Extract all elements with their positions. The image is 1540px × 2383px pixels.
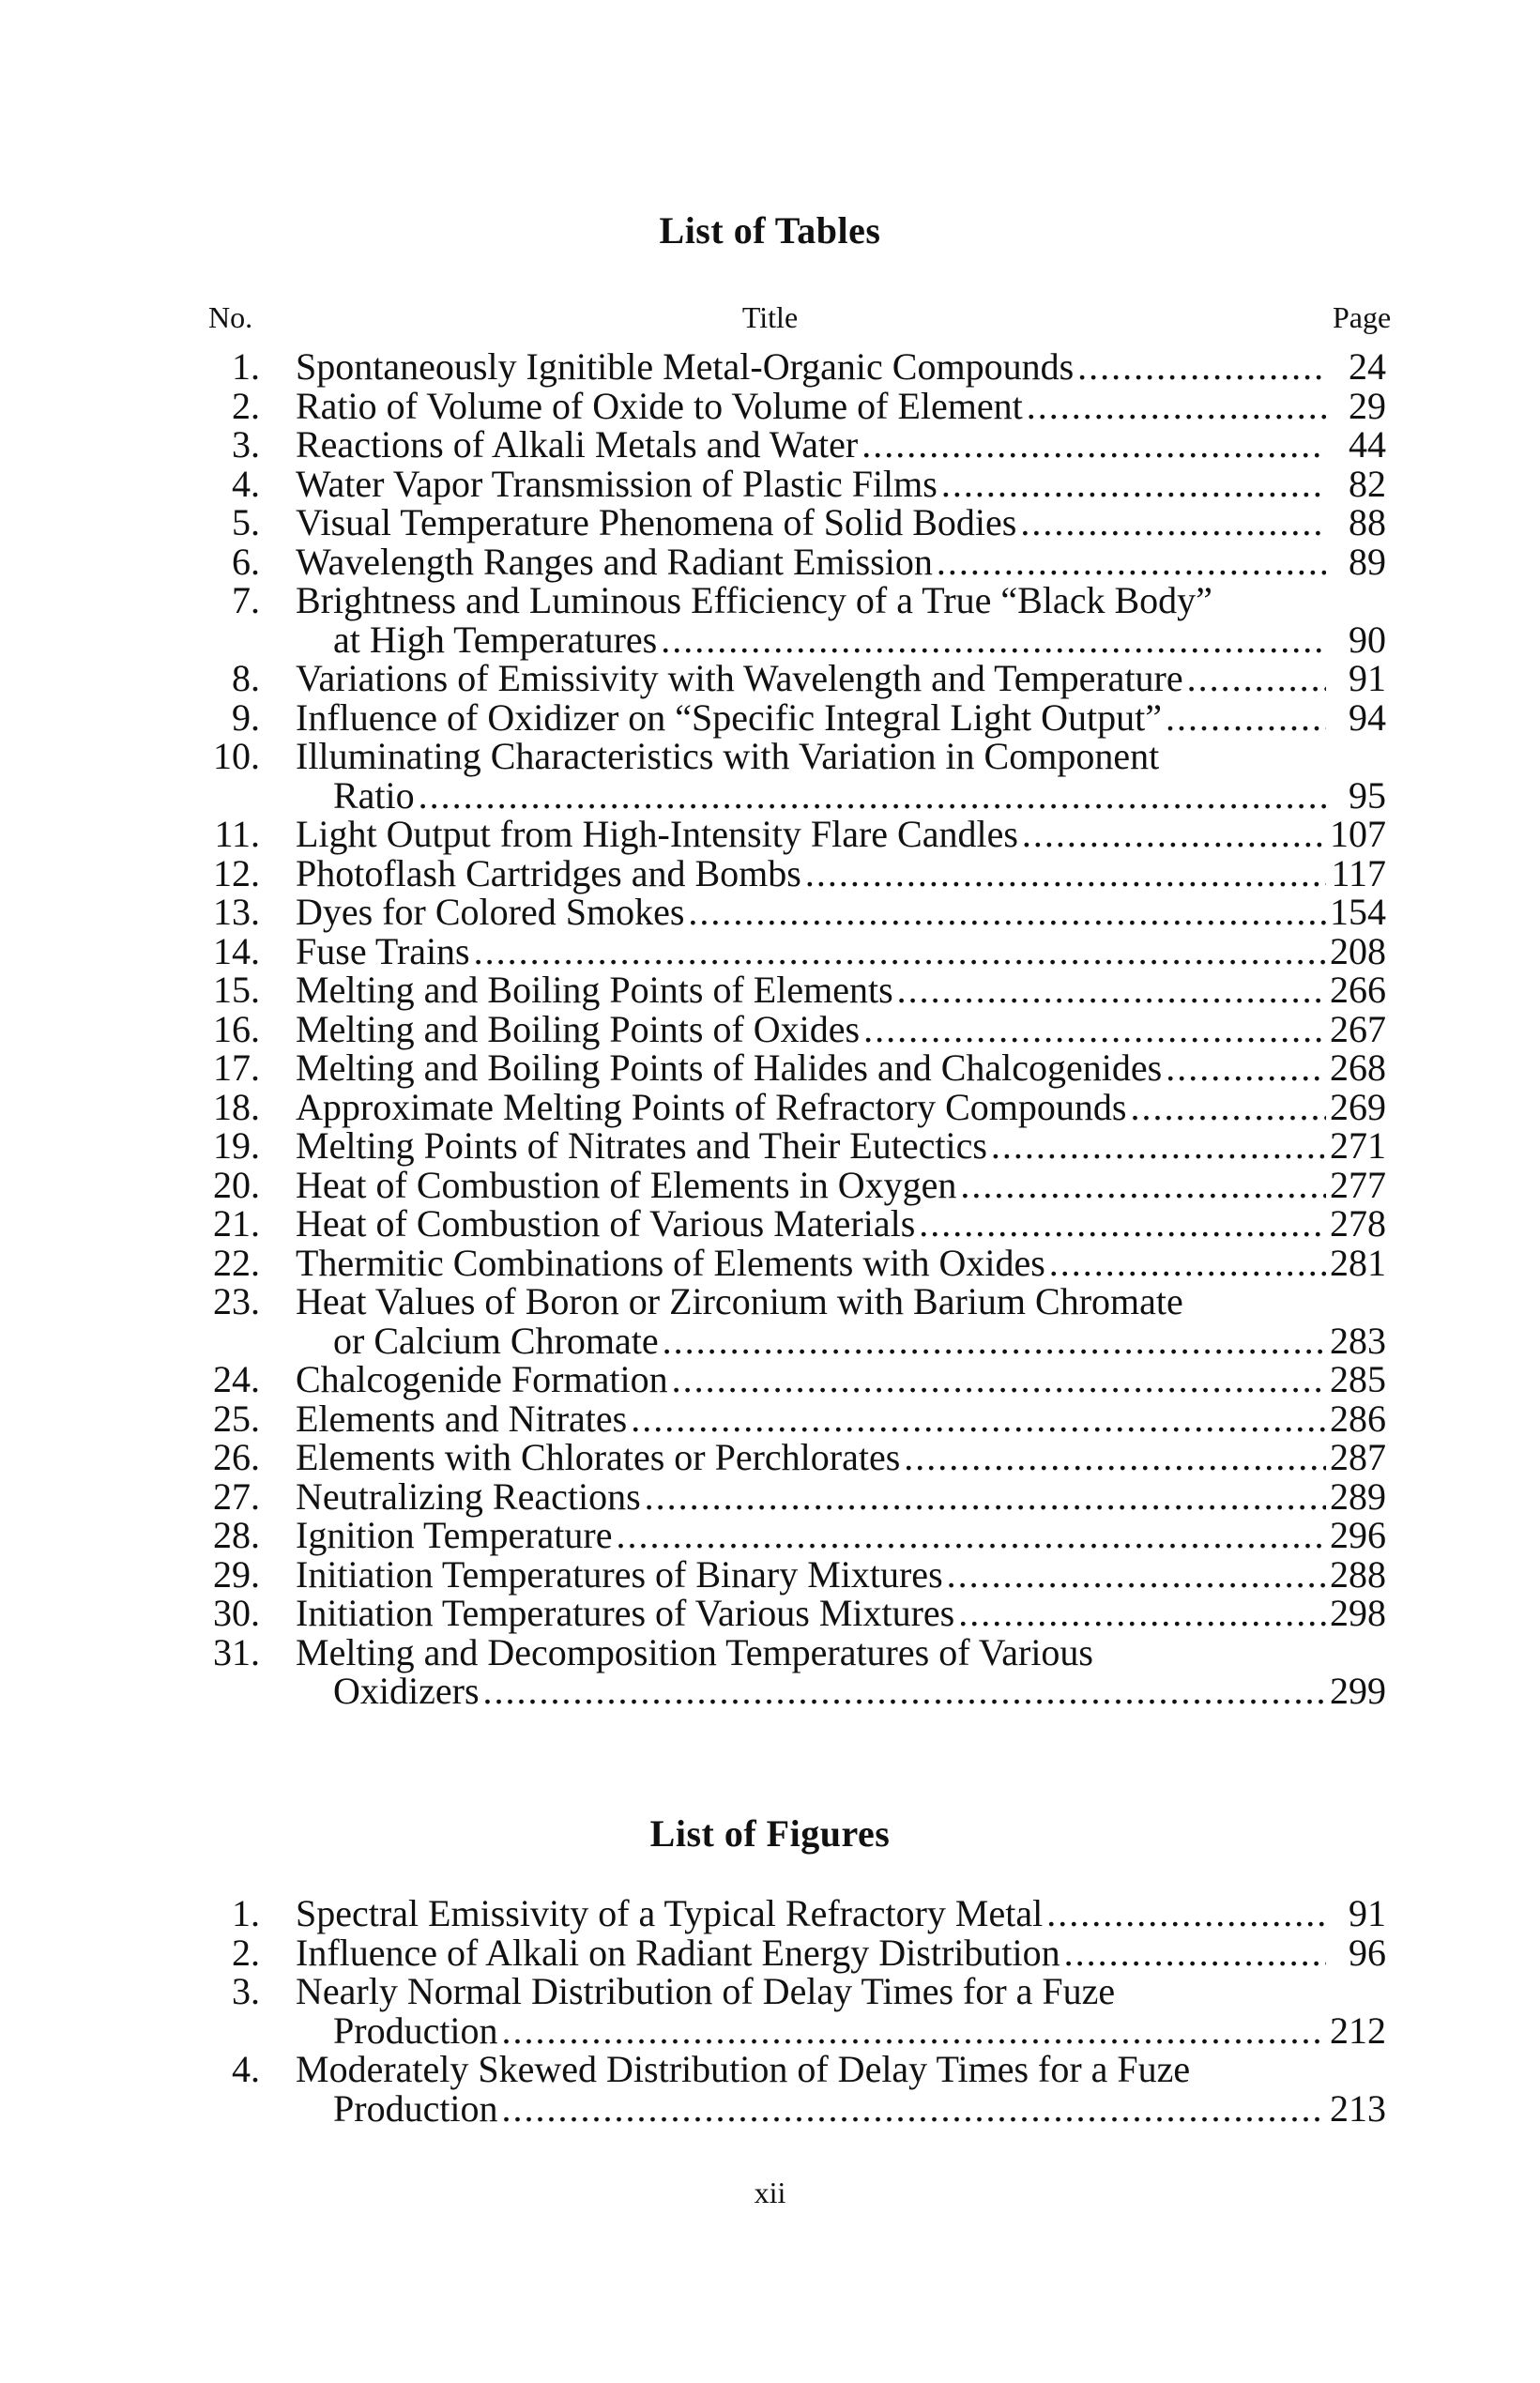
entry-number: 30. — [213, 1592, 260, 1634]
table-entry — [202, 1204, 1386, 1244]
entry-page: 90 — [1349, 618, 1386, 661]
entry-title: Initiation Temperatures of Various Mixtures — [296, 1592, 955, 1634]
entry-title-line — [202, 1126, 1386, 1166]
entry-title-line — [202, 1241, 1386, 1284]
entry-number: 4. — [232, 2048, 260, 2090]
entry-page: 88 — [1349, 501, 1386, 543]
dot-leader — [805, 854, 1326, 894]
entry-page: 29 — [1349, 384, 1386, 427]
entry-page: 213 — [1330, 2086, 1386, 2130]
entry-title: Melting and Boiling Points of Elements — [296, 969, 893, 1011]
dot-leader — [1022, 815, 1326, 854]
dot-leader — [941, 465, 1326, 504]
entry-page: 298 — [1330, 1592, 1386, 1634]
figure-entry — [202, 1972, 1386, 2050]
entry-number: 8. — [232, 657, 260, 699]
entry-page: 268 — [1330, 1046, 1386, 1089]
dot-leader — [663, 1321, 1326, 1361]
entry-title: Fuse Trains — [296, 929, 470, 972]
entry-title-line — [202, 1933, 1386, 1973]
dot-leader — [502, 2011, 1326, 2051]
entry-title-line: Moderately Skewed Distribution of Delay Times for a Fuze — [296, 2048, 1191, 2090]
entry-page: 94 — [1349, 695, 1386, 739]
entry-title-line — [202, 1399, 1386, 1439]
dot-leader — [1046, 1894, 1326, 1933]
entry-number: 7. — [232, 579, 260, 621]
entry-number: 20. — [213, 1163, 260, 1206]
dot-leader — [904, 1438, 1326, 1477]
entry-title-line — [202, 695, 1386, 739]
entry-page: 266 — [1330, 969, 1386, 1011]
dot-leader — [616, 1516, 1326, 1555]
entry-page: 283 — [1330, 1319, 1386, 1362]
entry-title-line: Melting and Decomposition Temperatures of Various — [296, 1630, 1093, 1673]
entry-title: Thermitic Combinations of Elements with Oxides — [296, 1241, 1045, 1284]
dot-leader — [897, 970, 1326, 1010]
column-header-title: Title — [741, 300, 799, 334]
figure-entry — [202, 1894, 1386, 1933]
entry-number: 4. — [232, 462, 260, 505]
dot-leader — [861, 425, 1326, 465]
entry-number: 15. — [213, 969, 260, 1011]
dot-leader — [863, 1010, 1326, 1049]
entry-number: 1. — [232, 345, 260, 388]
entry-title-continuation — [202, 2011, 1386, 2051]
entry-title: Heat of Combustion of Elements in Oxygen — [296, 1163, 957, 1206]
entry-title-continuation — [202, 1321, 1386, 1361]
entry-title-line — [202, 893, 1386, 932]
dot-leader — [483, 1672, 1326, 1711]
dot-leader — [958, 1594, 1326, 1633]
entry-number: 1. — [232, 1892, 260, 1934]
column-header-no: No. — [208, 300, 253, 334]
entry-number: 22. — [213, 1241, 260, 1284]
entry-title-line — [202, 851, 1386, 894]
entry-title-line — [202, 1048, 1386, 1088]
entry-title-line — [202, 1204, 1386, 1244]
entry-title: Approximate Melting Points of Refractory Compounds — [296, 1085, 1127, 1128]
entry-page: 286 — [1330, 1397, 1386, 1440]
entry-number: 16. — [213, 1007, 260, 1050]
entry-page: 91 — [1349, 657, 1386, 699]
entry-number: 31. — [213, 1630, 260, 1673]
table-entry — [202, 893, 1386, 932]
table-entry — [202, 1552, 1386, 1596]
dot-leader — [947, 1555, 1326, 1595]
entry-number: 12. — [213, 851, 260, 894]
entry-number: 6. — [232, 540, 260, 583]
entry-title: Photoflash Cartridges and Bombs — [296, 851, 801, 894]
entry-title-line: Nearly Normal Distribution of Delay Times for a Fuze — [296, 1970, 1116, 2012]
entry-title-line — [202, 425, 1386, 465]
entry-number: 11. — [214, 813, 260, 855]
entry-page: 208 — [1330, 929, 1386, 972]
dot-leader — [474, 932, 1326, 971]
entry-number: 29. — [213, 1552, 260, 1596]
entry-title: at High Temperatures — [333, 618, 658, 661]
dot-leader — [1020, 503, 1326, 542]
entry-title: Melting and Boiling Points of Oxides — [296, 1007, 861, 1050]
table-entry — [202, 1282, 1386, 1360]
entry-page: 285 — [1330, 1358, 1386, 1400]
entry-title-line — [202, 503, 1386, 542]
entry-page: 95 — [1349, 773, 1386, 817]
entry-title-line — [202, 970, 1386, 1010]
figures-list — [202, 1894, 1386, 2128]
entry-title: Elements with Chlorates or Perchlorates — [296, 1436, 901, 1478]
table-entry — [202, 851, 1386, 894]
dot-leader — [1064, 1933, 1326, 1973]
dot-leader — [1166, 698, 1326, 738]
entry-title: Ratio — [333, 773, 415, 817]
entry-page: 299 — [1330, 1670, 1386, 1712]
entry-number: 2. — [232, 384, 260, 427]
entry-page: 296 — [1330, 1514, 1386, 1556]
table-entry — [202, 970, 1386, 1010]
entry-number: 25. — [213, 1397, 260, 1440]
entry-page: 277 — [1330, 1163, 1386, 1206]
dot-leader — [1049, 1244, 1326, 1283]
table-entry — [202, 1360, 1386, 1399]
entry-number: 3. — [232, 1970, 260, 2012]
entry-page: 271 — [1330, 1124, 1386, 1167]
entry-title: Chalcogenide Formation — [296, 1358, 668, 1400]
entry-number: 19. — [213, 1124, 260, 1167]
table-entry — [202, 503, 1386, 542]
entry-number: 24. — [213, 1358, 260, 1400]
entry-title-continuation — [202, 2086, 1386, 2130]
table-entry — [202, 1163, 1386, 1206]
column-header-page: Page — [1333, 300, 1392, 334]
entry-number: 3. — [232, 423, 260, 466]
table-entry — [202, 425, 1386, 465]
table-entry — [202, 1007, 1386, 1050]
entry-title-line: Illuminating Characteristics with Variation in Component — [296, 735, 1160, 777]
table-entry — [202, 1126, 1386, 1166]
entry-title: Heat of Combustion of Various Materials — [296, 1202, 916, 1245]
figure-entry — [202, 1933, 1386, 1973]
dot-leader — [1187, 659, 1326, 698]
table-entry — [202, 659, 1386, 698]
entry-page: 288 — [1330, 1552, 1386, 1596]
table-entry — [202, 1241, 1386, 1284]
entry-title-line — [202, 384, 1386, 427]
entry-title: Elements and Nitrates — [296, 1397, 628, 1440]
entry-title: Ratio of Volume of Oxide to Volume of Element — [296, 384, 1023, 427]
entry-title-line — [202, 542, 1386, 582]
table-entry — [202, 1399, 1386, 1439]
entry-title: Ignition Temperature — [296, 1514, 613, 1556]
dot-leader — [1077, 347, 1326, 387]
table-entry — [202, 1085, 1386, 1128]
entry-title-line — [202, 1894, 1386, 1933]
table-entry — [202, 1516, 1386, 1555]
entry-number: 28. — [213, 1514, 260, 1556]
dot-leader — [672, 1360, 1326, 1399]
dot-leader — [661, 620, 1326, 660]
dot-leader — [960, 1166, 1326, 1205]
entry-title: Melting and Boiling Points of Halides and Chalcogenides — [296, 1046, 1163, 1089]
table-entry — [202, 581, 1386, 659]
table-entry — [202, 384, 1386, 427]
entry-title: Variations of Emissivity with Wavelength and Temperature — [296, 657, 1183, 699]
entry-title-continuation — [202, 620, 1386, 660]
entry-title: Neutralizing Reactions — [296, 1474, 641, 1518]
entry-page: 212 — [1330, 2009, 1386, 2052]
entry-page: 82 — [1349, 462, 1386, 505]
dot-leader — [502, 2089, 1326, 2129]
entry-title-line — [202, 347, 1386, 387]
dot-leader — [919, 1204, 1326, 1244]
table-entry — [202, 737, 1386, 815]
entry-page: 91 — [1349, 1892, 1386, 1934]
entry-title-continuation — [202, 1672, 1386, 1711]
entry-title: Dyes for Colored Smokes — [296, 891, 685, 933]
entry-title: Water Vapor Transmission of Plastic Films — [296, 462, 938, 505]
dot-leader — [1166, 1048, 1326, 1088]
entry-title-line — [202, 1438, 1386, 1477]
entry-title-line — [202, 1360, 1386, 1399]
entry-title: Influence of Oxidizer on “Specific Integral Light Output” — [296, 695, 1162, 739]
entry-title-line — [202, 815, 1386, 854]
entry-title-line — [202, 1085, 1386, 1128]
entry-title: Visual Temperature Phenomena of Solid Bodies — [296, 501, 1017, 543]
entry-title: Influence of Alkali on Radiant Energy Distribution — [296, 1931, 1060, 1974]
entry-page: 89 — [1349, 540, 1386, 583]
entry-title: Production — [333, 2009, 498, 2052]
entry-title-line — [202, 1163, 1386, 1206]
table-entry — [202, 1438, 1386, 1477]
entry-number: 23. — [213, 1280, 260, 1322]
entry-title-line — [202, 1474, 1386, 1518]
table-entry — [202, 1594, 1386, 1633]
entry-title: Melting Points of Nitrates and Their Eutectics — [296, 1124, 987, 1167]
entry-page: 281 — [1330, 1241, 1386, 1284]
entry-title: Production — [333, 2086, 498, 2130]
entry-page: 269 — [1330, 1085, 1386, 1128]
entry-page: 154 — [1330, 891, 1386, 933]
entry-page: 289 — [1330, 1474, 1386, 1518]
entry-number: 5. — [232, 501, 260, 543]
table-entry — [202, 1474, 1386, 1518]
entry-title-continuation — [202, 773, 1386, 817]
entry-page: 44 — [1349, 423, 1386, 466]
table-entry — [202, 542, 1386, 582]
entry-number: 21. — [213, 1202, 260, 1245]
dot-leader — [991, 1126, 1326, 1166]
entry-title-line: Heat Values of Boron or Zirconium with Barium Chromate — [296, 1280, 1183, 1322]
entry-number: 14. — [213, 929, 260, 972]
entry-title-line — [202, 462, 1386, 505]
entry-number: 27. — [213, 1474, 260, 1518]
figures-heading: List of Figures — [649, 1812, 891, 1855]
entry-number: 26. — [213, 1436, 260, 1478]
entry-title: Spectral Emissivity of a Typical Refractory Metal — [296, 1892, 1044, 1934]
entry-title: Wavelength Ranges and Radiant Emission — [296, 540, 933, 583]
entry-title: Reactions of Alkali Metals and Water — [296, 423, 859, 466]
figure-entry — [202, 2050, 1386, 2128]
dot-leader — [645, 1477, 1326, 1517]
entry-page: 287 — [1330, 1436, 1386, 1478]
table-entry — [202, 929, 1386, 972]
entry-page: 267 — [1330, 1007, 1386, 1050]
entry-number: 10. — [213, 735, 260, 777]
table-entry — [202, 1630, 1386, 1712]
entry-title: Spontaneously Ignitible Metal-Organic Compounds — [296, 345, 1075, 388]
entry-title: Light Output from High-Intensity Flare Candles — [296, 813, 1018, 855]
dot-leader — [688, 893, 1326, 932]
entry-title: or Calcium Chromate — [333, 1319, 659, 1362]
table-entry — [202, 815, 1386, 854]
dot-leader — [419, 776, 1326, 816]
entry-number: 13. — [213, 891, 260, 933]
entry-number: 17. — [213, 1046, 260, 1089]
tables-heading: List of Tables — [659, 209, 881, 252]
table-entry — [202, 462, 1386, 505]
entry-title-line: Brightness and Luminous Efficiency of a True “Black Body” — [296, 579, 1212, 621]
dot-leader — [937, 542, 1326, 582]
entry-title-line — [202, 659, 1386, 698]
entry-title-line — [202, 1594, 1386, 1633]
entry-page: 96 — [1349, 1931, 1386, 1974]
page-number: xii — [754, 2176, 786, 2209]
table-entry — [202, 347, 1386, 387]
entry-title-line — [202, 1516, 1386, 1555]
tables-list — [202, 347, 1386, 1711]
dot-leader — [1130, 1088, 1326, 1127]
table-entry — [202, 695, 1386, 739]
entry-number: 18. — [213, 1085, 260, 1128]
dot-leader — [631, 1399, 1326, 1439]
entry-title: Oxidizers — [333, 1670, 480, 1712]
entry-page: 278 — [1330, 1202, 1386, 1245]
entry-page: 107 — [1330, 813, 1386, 855]
entry-number: 9. — [232, 695, 260, 739]
table-entry — [202, 1048, 1386, 1088]
entry-page: 117 — [1331, 851, 1386, 894]
entry-title-line — [202, 1552, 1386, 1596]
entry-number: 2. — [232, 1931, 260, 1974]
entry-title-line — [202, 929, 1386, 972]
entry-title: Initiation Temperatures of Binary Mixtures — [296, 1552, 943, 1596]
entry-title-line — [202, 1007, 1386, 1050]
entry-page: 24 — [1349, 345, 1386, 388]
dot-leader — [1027, 387, 1326, 426]
